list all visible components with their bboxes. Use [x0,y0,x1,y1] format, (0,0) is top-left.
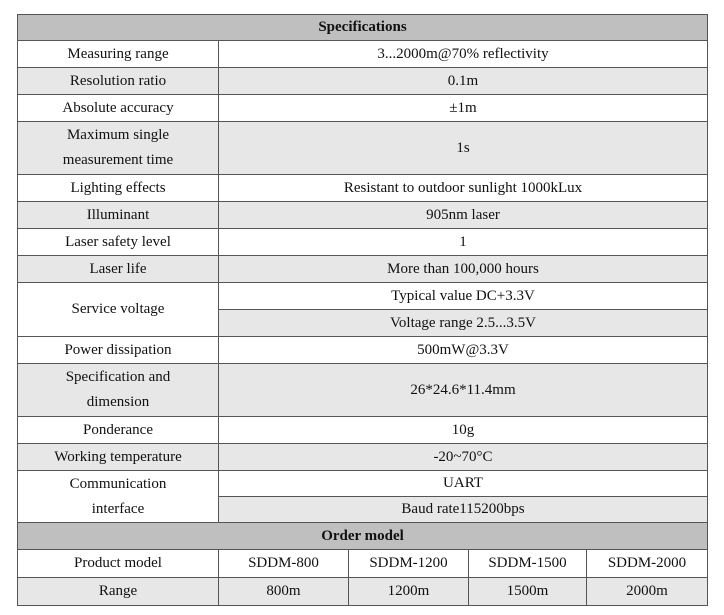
specification-dimension-label-line2: dimension [86,394,150,410]
table-row [18,122,708,175]
table-row [18,229,708,256]
range-cell: 1500m [469,578,587,606]
specification-dimension-label [18,364,219,417]
ponderance-value: 10g [219,417,708,444]
working-temperature-value: -20~70°C [219,444,708,471]
laser-life-value: More than 100,000 hours [219,256,708,283]
table-row [18,68,708,95]
communication-interface-label-line1: Communication [69,475,167,492]
specification-dimension-value: 26*24.6*11.4mm [219,364,708,417]
table-row [18,95,708,122]
table-row [18,256,708,283]
absolute-accuracy-label: Absolute accuracy [18,95,219,122]
product-model-cell: SDDM-2000 [587,550,708,578]
product-model-label: Product model [18,550,219,578]
laser-life-label: Laser life [18,256,219,283]
absolute-accuracy-value: ±1m [219,95,708,122]
max-single-time-value: 1s [219,122,708,175]
lighting-effects-value: Resistant to outdoor sunlight 1000kLux [219,175,708,202]
resolution-ratio-label: Resolution ratio [18,68,219,95]
range-cell: 1200m [349,578,469,606]
product-model-cell: SDDM-800 [219,550,349,578]
illuminant-label: Illuminant [18,202,219,229]
measuring-range-label: Measuring range [18,41,219,68]
power-dissipation-value: 500mW@3.3V [219,337,708,364]
table-row [18,471,708,497]
specifications-header: Specifications [18,15,708,41]
communication-interface-uart: UART [219,471,708,497]
range-cell: 2000m [587,578,708,606]
resolution-ratio-value: 0.1m [219,68,708,95]
max-single-time-label-line1: Maximum single [66,127,170,143]
table-row [18,337,708,364]
table-row [18,175,708,202]
service-voltage-range: Voltage range 2.5...3.5V [219,310,708,337]
table-row [18,417,708,444]
power-dissipation-label: Power dissipation [18,337,219,364]
table-row [18,578,708,606]
service-voltage-label: Service voltage [18,283,219,337]
illuminant-value: 905nm laser [219,202,708,229]
communication-interface-label-line2: interface [91,500,145,517]
table-row [18,202,708,229]
max-single-time-label [18,122,219,175]
product-model-cell: SDDM-1200 [349,550,469,578]
table-row [18,444,708,471]
table-row [18,41,708,68]
communication-interface-label [18,471,219,523]
specifications-table [17,14,708,606]
order-model-header: Order model [18,523,708,550]
lighting-effects-label: Lighting effects [18,175,219,202]
table-row [18,364,708,417]
range-label: Range [18,578,219,606]
range-cell: 800m [219,578,349,606]
measuring-range-value: 3...2000m@70% reflectivity [219,41,708,68]
laser-safety-level-value: 1 [219,229,708,256]
communication-interface-baud: Baud rate115200bps [219,497,708,523]
max-single-time-label-line2: measurement time [62,152,174,168]
product-model-cell: SDDM-1500 [469,550,587,578]
service-voltage-typical: Typical value DC+3.3V [219,283,708,310]
ponderance-label: Ponderance [18,417,219,444]
table-row [18,283,708,310]
specification-dimension-label-line1: Specification and [65,369,171,385]
laser-safety-level-label: Laser safety level [18,229,219,256]
table-row [18,550,708,578]
working-temperature-label: Working temperature [18,444,219,471]
